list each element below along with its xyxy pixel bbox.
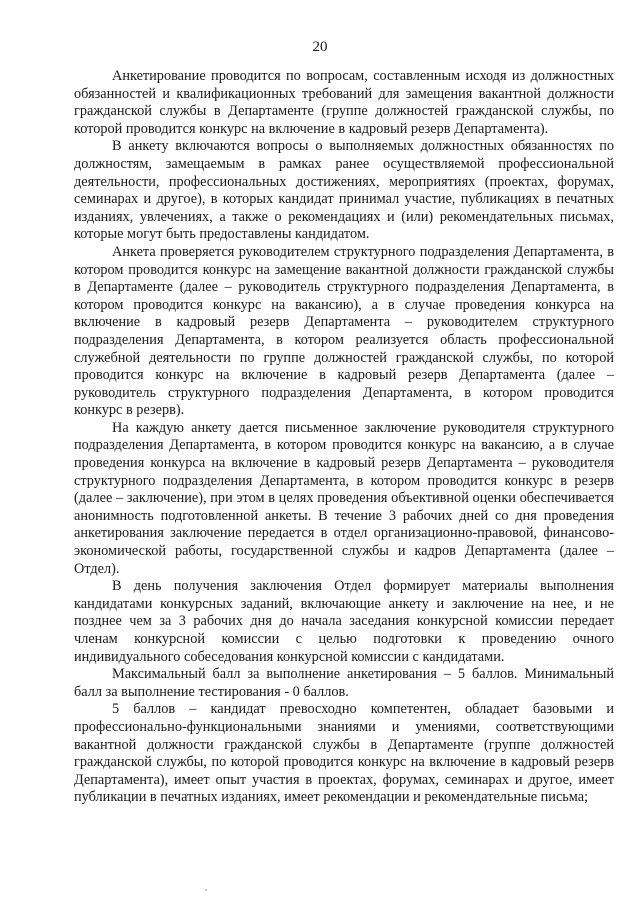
scan-artifact-dot bbox=[205, 889, 207, 891]
paragraph-survey-topics: Анкетирование проводится по вопросам, составленным исходя из должностных обязанностей и квалификационных требований для замещения вакантной должности гражданской службы в Департаменте (группе должностей гражданской службы, по которой проводится конкурс на включение в кадровый резерв Департамента). bbox=[74, 68, 614, 137]
paragraph-survey-review: Анкета проверяется руководителем структурного подразделения Департамента, в котором проводится конкурс на замещение вакантной должности гражданской службы в Департаменте (далее – руководитель структурного подразделения Департамента, в котором проводится конкурс на вакансию), а в случае проведения конкурса на включение в кадровый резерв Департамента – руководителем структурного подразделения Департамента, в котором реализуется область профессиональной служебной деятельности по группе должностей гражданской службы, по которой проводится конкурс на включение в кадровый резерв Департамента (далее – руководитель структурного подразделения Департамента, в котором проводится конкурс в резерв). bbox=[74, 243, 614, 419]
paragraph-written-conclusion: На каждую анкету дается письменное заключение руководителя структурного подразделения Департамента, в котором проводится конкурс на вакансию, а в случае проведения конкурса на включение в кадровый резерв Департамента – руководителя структурного подразделения Департамента, в котором проводится конкурс в резерв (далее – заключение), при этом в целях проведения объективной оценки обеспечивается анонимность подготовленной анкеты. В течение 3 рабочих дней со дня проведения анкетирования заключение передается в отдел организационно-правовой, финансово-экономической работы, государственной службы и кадров Департамента (далее – Отдел). bbox=[74, 419, 614, 577]
paragraph-score-range: Максимальный балл за выполнение анкетирования – 5 баллов. Минимальный балл за выполнение тестирования - 0 баллов. bbox=[74, 666, 614, 700]
document-body bbox=[74, 68, 614, 807]
paragraph-survey-questions: В анкету включаются вопросы о выполняемых должностных обязанностях по должностям, замещаемым в рамках ранее осуществляемой профессиональной деятельности, профессиональных достижениях, мероприятиях (проектах, форумах, семинарах и другое), в которых кандидат принимал участие, публикациях в печатных изданиях, увлечениях, а также о рекомендациях и (или) рекомендательных письмах, которые могут быть предоставлены кандидатом. bbox=[74, 138, 614, 243]
paragraph-materials-transfer: В день получения заключения Отдел формирует материалы выполнения кандидатами конкурсных заданий, включающие анкету и заключение на нее, и не позднее чем за 3 рабочих дня до начала заседания конкурсной комиссии передает членам конкурсной комиссии с целью подготовки к проведению очного индивидуального собеседования конкурсной комиссии с кандидатами. bbox=[74, 578, 614, 665]
page-number: 20 bbox=[312, 39, 328, 55]
paragraph-five-points: 5 баллов – кандидат превосходно компетентен, обладает базовыми и профессионально-функциональными знаниями и умениями, соответствующими вакантной должности гражданской службы в Департаменте (группе должностей гражданской службы, по которой проводится конкурс на включение в кадровый резерв Департамента), имеет опыт участия в проектах, форумах, семинарах и другое, имеет публикации в печатных изданиях, имеет рекомендации и рекомендательные письма; bbox=[74, 701, 614, 806]
